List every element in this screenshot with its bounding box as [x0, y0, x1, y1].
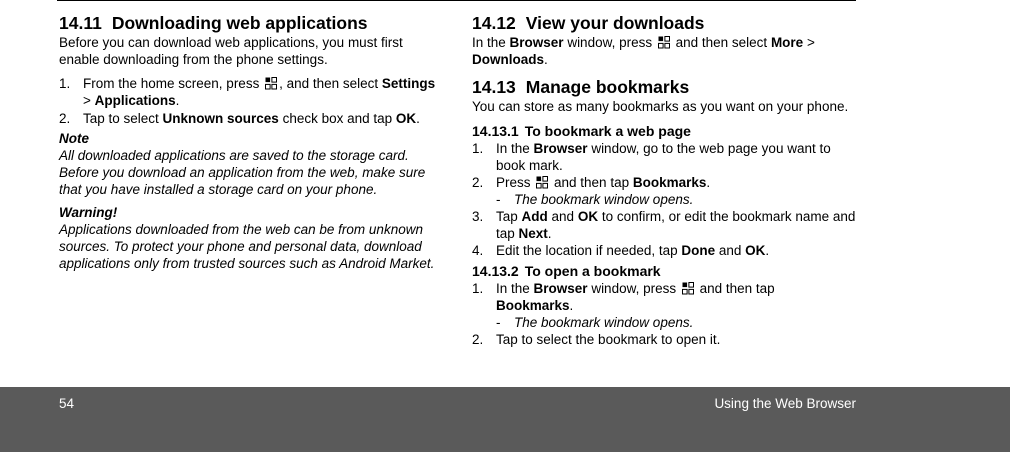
list-item: 3. Tap Add and OK to confirm, or edit the bookmark name and tap Next. — [472, 209, 856, 241]
intro-paragraph: Before you can download web applications, you must first enable downloading from the phone settings. — [59, 35, 403, 67]
page-footer — [0, 387, 1010, 452]
top-rule — [57, 0, 856, 1]
menu-key-icon — [265, 77, 277, 90]
list-sub-item: - The bookmark window opens. — [496, 192, 694, 207]
list-item: 2. Tap to select Unknown sources check box and tap OK. — [59, 111, 420, 126]
warning-text: Applications downloaded from the web can be from unknown sources. To protect your phone and personal data, download applications only from trusted sources such as Android Market. — [59, 222, 435, 271]
list-item: 2. Tap to select the bookmark to open it. — [472, 332, 721, 347]
section-heading-14-11: 14.11 Downloading web applications — [59, 13, 368, 33]
note-text: All downloaded applications are saved to the storage card. Before you download an application from the web, make sure that you have installed a storage card on your phone. — [59, 148, 426, 197]
list-item: 1. In the Browser window, go to the web page you want to book mark. — [472, 141, 831, 173]
section-heading-14-13: 14.13 Manage bookmarks — [472, 77, 690, 97]
chapter-title: Using the Web Browser — [714, 396, 856, 411]
list-item: 4. Edit the location if needed, tap Done and OK. — [472, 243, 770, 258]
right-column — [472, 12, 857, 348]
steps-list — [472, 280, 857, 348]
left-column — [59, 12, 444, 272]
subheading-14-13-1: 14.13.1 To bookmark a web page — [472, 123, 691, 139]
warning-label: Warning! — [59, 205, 118, 220]
page-number: 54 — [59, 396, 75, 411]
list-item: 1. From the home screen, press , and then select Settings > Applications. — [59, 76, 436, 108]
bookmarks-paragraph: You can store as many bookmarks as you want on your phone. — [472, 99, 849, 114]
note-label: Note — [59, 131, 89, 146]
menu-key-icon — [682, 282, 694, 295]
steps-list — [472, 140, 857, 259]
list-item: 2. Press and then tap Bookmarks. — [472, 175, 711, 190]
subheading-14-13-2: 14.13.2 To open a bookmark — [472, 263, 661, 279]
list-sub-item: - The bookmark window opens. — [496, 315, 694, 330]
list-item: 1. In the Browser window, press and then tap Bookmarks. — [472, 281, 775, 313]
menu-key-icon — [658, 36, 670, 49]
steps-list — [59, 75, 444, 127]
menu-key-icon — [536, 176, 548, 189]
downloads-paragraph: In the Browser window, press and then select More > Downloads. — [472, 35, 815, 67]
section-heading-14-12: 14.12 View your downloads — [472, 13, 705, 33]
